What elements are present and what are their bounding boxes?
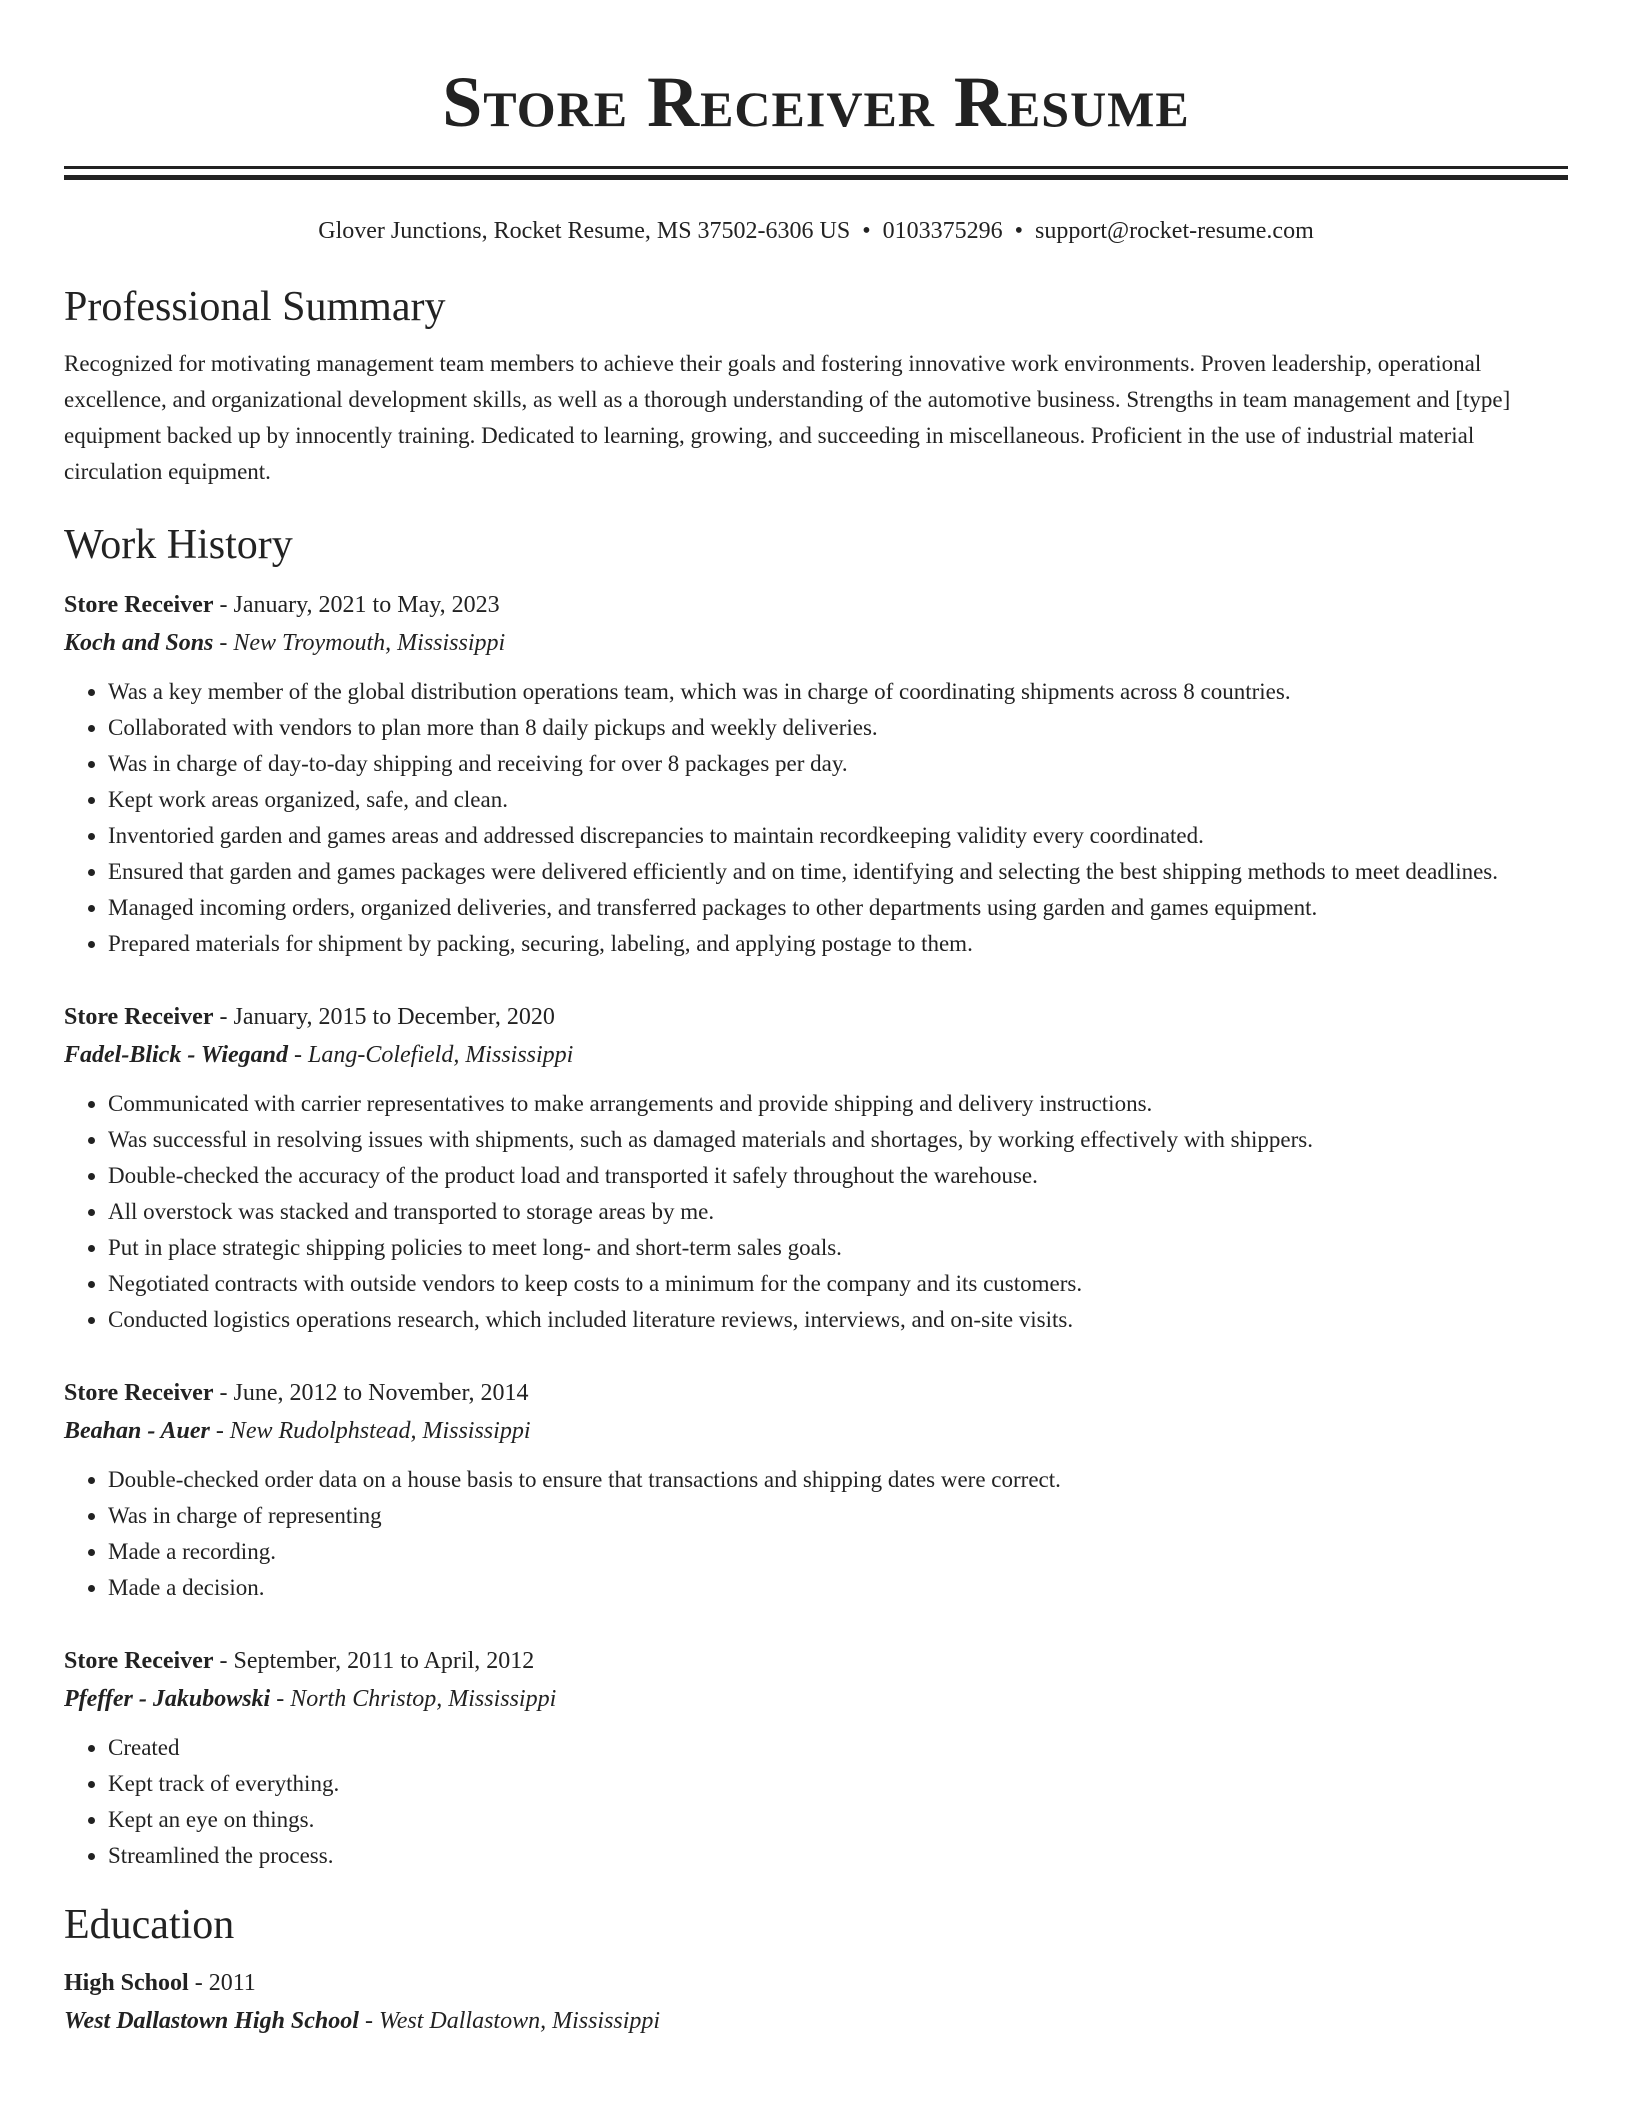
job-bullet: • Kept work areas organized, safe, and clean. (108, 782, 1568, 818)
job-location: - New Troymouth, Mississippi (213, 630, 506, 656)
job-bullet: • Was successful in resolving issues with shipments, such as damaged materials and shortages, by working effectively with shippers. (108, 1122, 1568, 1158)
contact-separator: • (862, 218, 871, 244)
job-bullet: • Kept track of everything. (108, 1766, 1568, 1802)
job-entry (64, 586, 1568, 962)
education-entry (64, 1964, 1568, 2040)
education-location: - West Dallastown, Mississippi (358, 2008, 661, 2034)
job-bullet: • Created (108, 1730, 1568, 1766)
job-bullet: • Managed incoming orders, organized deliveries, and transferred packages to other departments using garden and games equipment. (108, 890, 1568, 926)
resume-title: Store Receiver Resume (442, 62, 1190, 142)
job-company-line (64, 1036, 1568, 1074)
job-title: Store Receiver (64, 1648, 214, 1674)
job-bullet: • Double-checked order data on a house basis to ensure that transactions and shipping dates were correct. (108, 1462, 1568, 1498)
job-bullet: • Double-checked the accuracy of the product load and transported it safely throughout the warehouse. (108, 1158, 1568, 1194)
job-dates: - June, 2012 to November, 2014 (213, 1380, 529, 1406)
job-entry (64, 998, 1568, 1338)
job-bullet: • Ensured that garden and games packages were delivered efficiently and on time, identifying and selecting the best shipping methods to meet deadlines. (108, 854, 1568, 890)
work-history-heading: Work History (64, 522, 293, 568)
job-entry (64, 1642, 1568, 1874)
job-company-line (64, 1680, 1568, 1718)
education-heading: Education (64, 1902, 235, 1948)
summary-text: Recognized for motivating management team members to achieve their goals and fostering innovative work environments. Proven leadership, operational excellence, and organizational development skills, as well as a thorough understanding of the automotive business. Strengths in team management and [type] equipment backed up by innocently training. Dedicated to learning, growing, and succeeding in miscellaneous. Proficient in the use of industrial material circulation equipment. (64, 351, 1511, 484)
contact-phone: 0103375296 (882, 218, 1003, 244)
job-bullets (64, 1730, 1568, 1874)
title-divider-top (64, 166, 1568, 169)
job-title: Store Receiver (64, 1004, 214, 1030)
job-title: Store Receiver (64, 592, 214, 618)
job-bullet: • Conducted logistics operations research, which included literature reviews, interviews, and on-site visits. (108, 1302, 1568, 1338)
education-year: - 2011 (188, 1970, 256, 1996)
education-degree: High School (64, 1970, 189, 1996)
job-bullet: • Was a key member of the global distribution operations team, which was in charge of coordinating shipments across 8 countries. (108, 674, 1568, 710)
contact-separator: • (1014, 218, 1024, 244)
job-bullet: • Streamlined the process. (108, 1838, 1568, 1874)
job-bullet: • Kept an eye on things. (108, 1802, 1568, 1838)
job-company: Pfeffer - Jakubowski (64, 1686, 271, 1712)
job-bullet: • All overstock was stacked and transported to storage areas by me. (108, 1194, 1568, 1230)
job-title-line (64, 586, 1568, 624)
job-dates: - January, 2015 to December, 2020 (213, 1004, 555, 1030)
job-title-line (64, 998, 1568, 1036)
education-school-line (64, 2002, 1568, 2040)
job-title-line (64, 1374, 1568, 1412)
job-bullet: • Was in charge of representing (108, 1498, 1568, 1534)
job-entry (64, 1374, 1568, 1606)
contact-address: Glover Junctions, Rocket Resume, MS 37502-6306 US (318, 218, 851, 244)
job-bullet: • Put in place strategic shipping policies to meet long- and short-term sales goals. (108, 1230, 1568, 1266)
job-bullets (64, 674, 1568, 962)
job-bullet: • Negotiated contracts with outside vendors to keep costs to a minimum for the company and its customers. (108, 1266, 1568, 1302)
job-bullet: • Communicated with carrier representatives to make arrangements and provide shipping and delivery instructions. (108, 1086, 1568, 1122)
job-company-line (64, 1412, 1568, 1450)
job-company: Fadel-Blick - Wiegand (64, 1042, 288, 1068)
title-divider-bottom (64, 175, 1568, 180)
education-school: West Dallastown High School (64, 2008, 359, 2034)
contact-email: support@rocket-resume.com (1035, 218, 1314, 244)
job-company: Koch and Sons (64, 630, 214, 656)
job-bullet: • Prepared materials for shipment by packing, securing, labeling, and applying postage to them. (108, 926, 1568, 962)
job-location: - New Rudolphstead, Mississippi (209, 1418, 531, 1444)
job-dates: - January, 2021 to May, 2023 (213, 592, 500, 618)
job-location: - Lang-Colefield, Mississippi (288, 1042, 574, 1068)
job-bullet: • Made a decision. (108, 1570, 1568, 1606)
job-company: Beahan - Auer (64, 1418, 210, 1444)
job-title: Store Receiver (64, 1380, 214, 1406)
education-degree-line (64, 1964, 1568, 2002)
job-bullet: • Was in charge of day-to-day shipping and receiving for over 8 packages per day. (108, 746, 1568, 782)
job-bullets (64, 1086, 1568, 1338)
job-company-line (64, 624, 1568, 662)
contact-line (64, 216, 1568, 246)
job-location: - North Christop, Mississippi (270, 1686, 557, 1712)
job-bullet: • Collaborated with vendors to plan more than 8 daily pickups and weekly deliveries. (108, 710, 1568, 746)
job-title-line (64, 1642, 1568, 1680)
job-bullets (64, 1462, 1568, 1606)
summary-heading: Professional Summary (64, 284, 446, 330)
job-bullet: • Inventoried garden and games areas and addressed discrepancies to maintain recordkeeping validity every coordinated. (108, 818, 1568, 854)
job-dates: - September, 2011 to April, 2012 (213, 1648, 535, 1674)
job-bullet: • Made a recording. (108, 1534, 1568, 1570)
